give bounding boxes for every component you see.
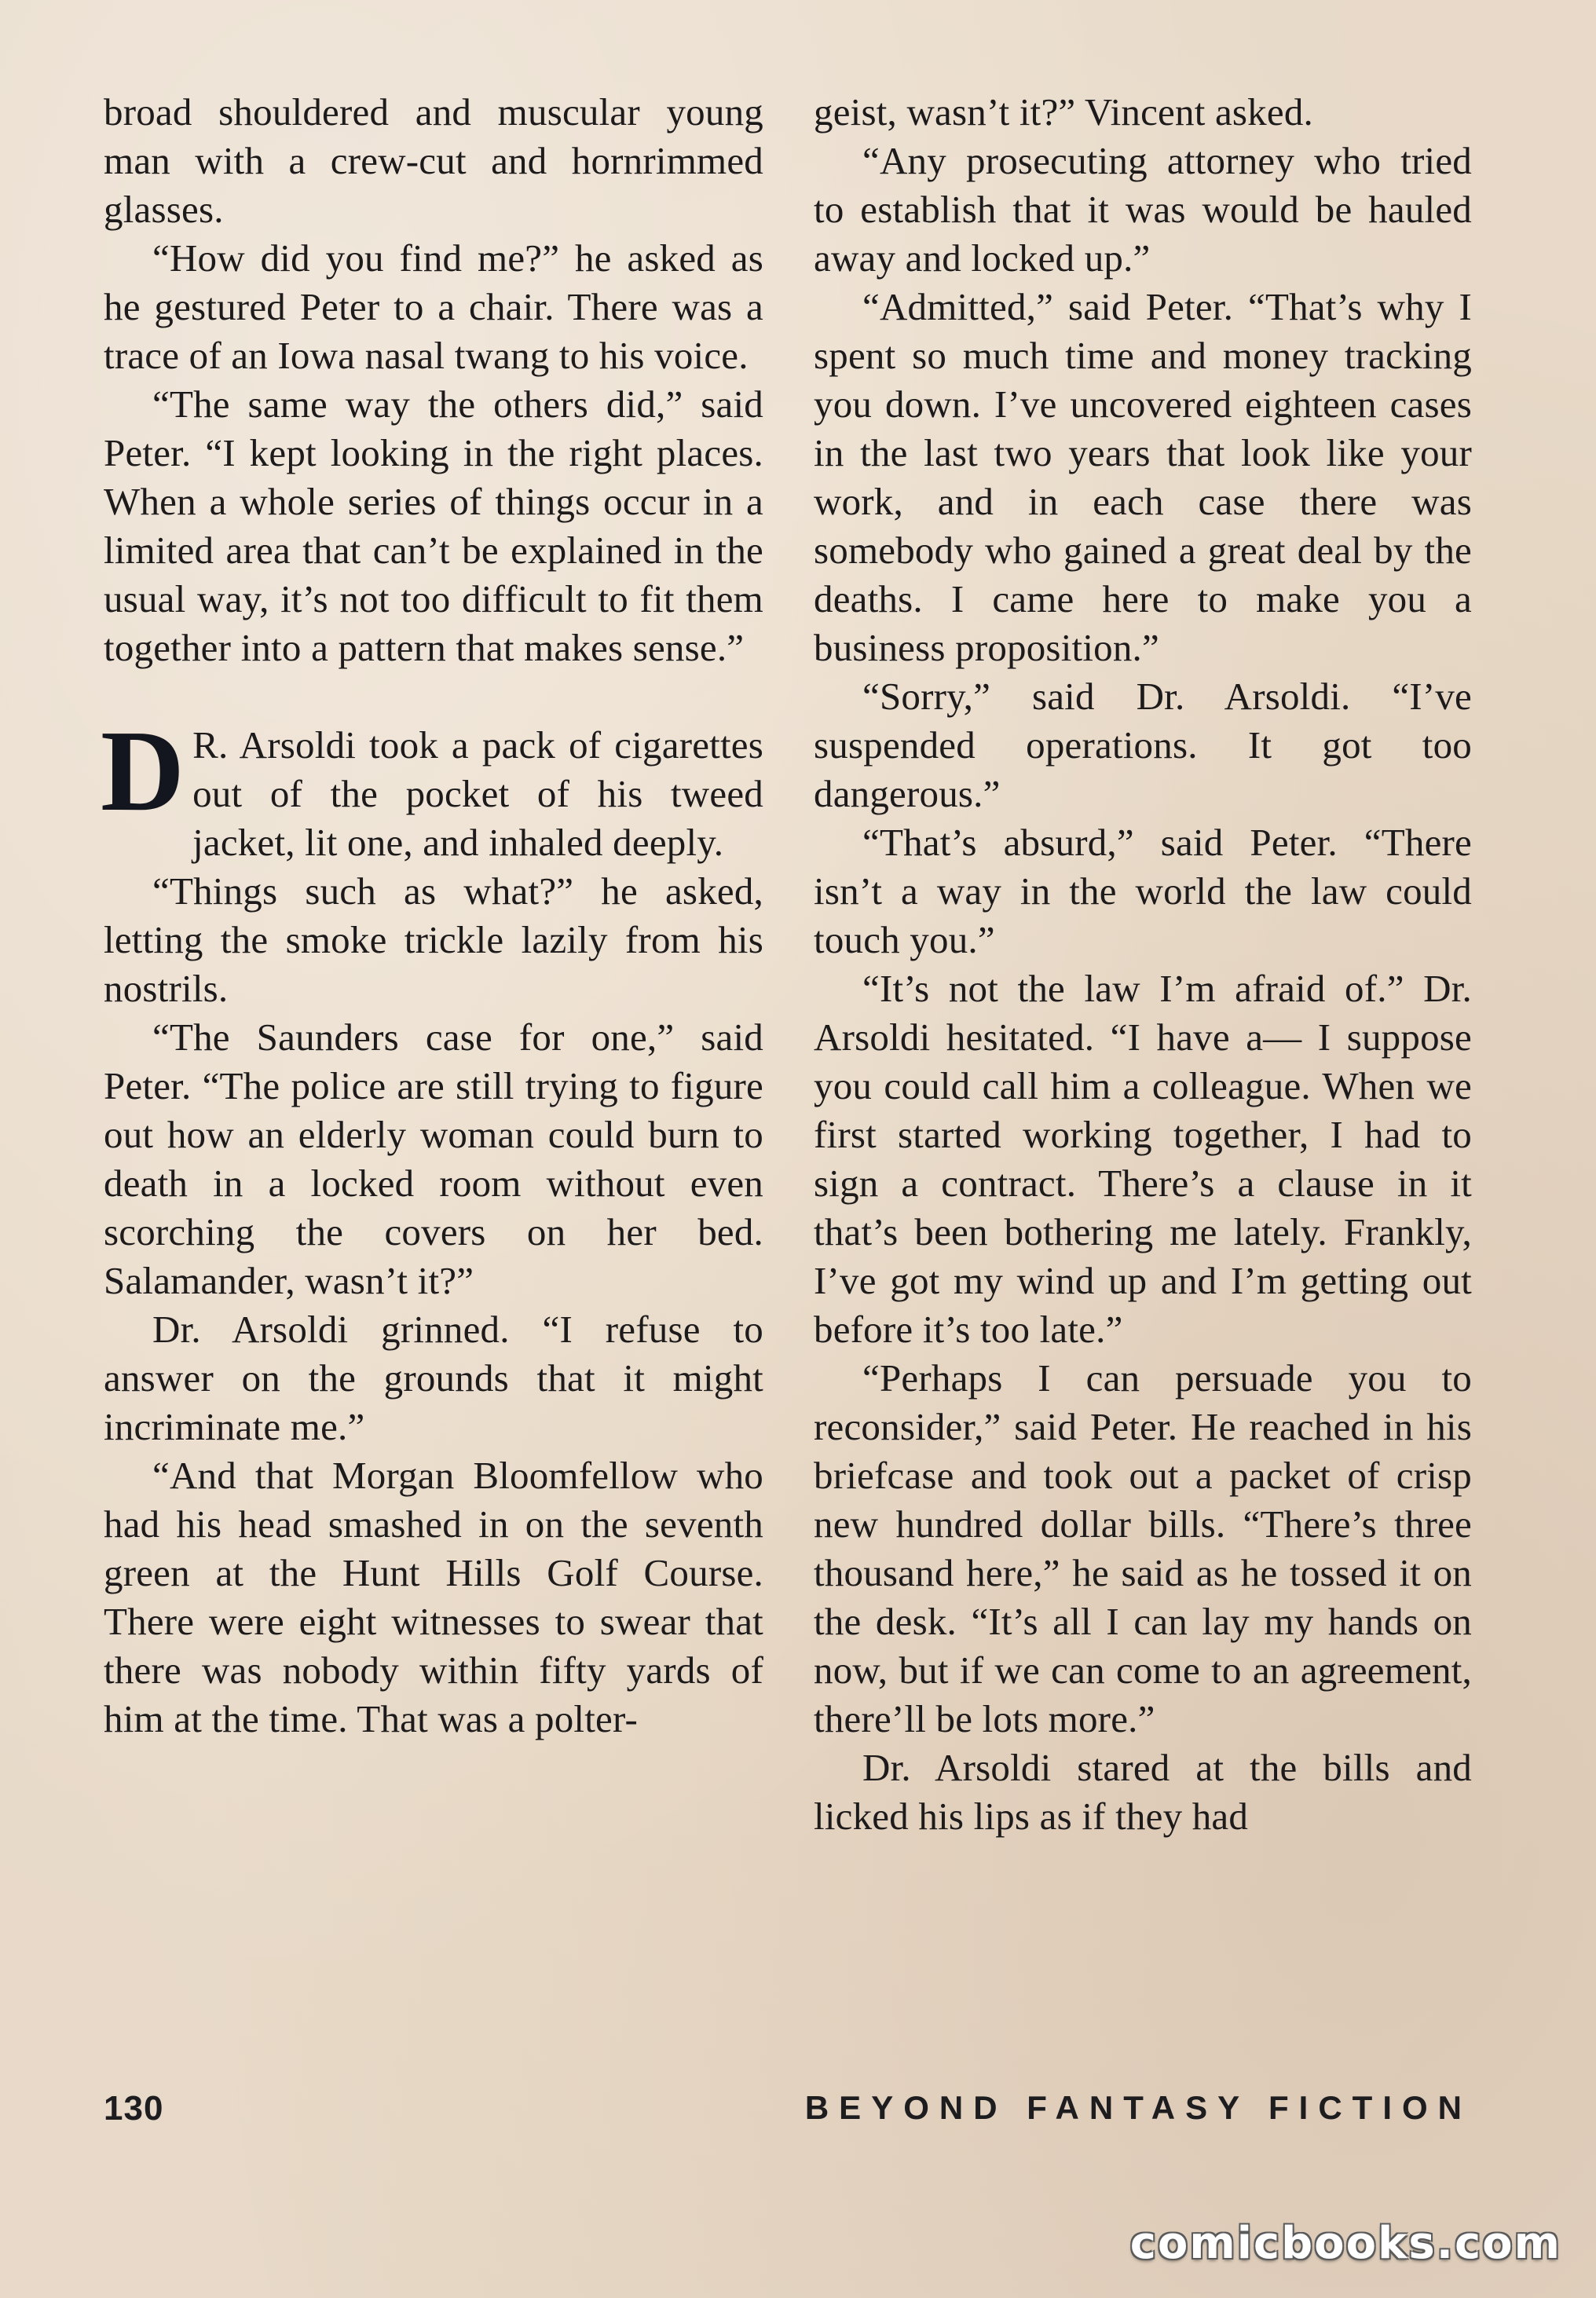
paragraph: “The Saunders case for one,” said Peter. “The police are still trying to figure out how an elderly woman could burn to death in a locked room without even scorching the covers on her bed. Salamander, wasn’t it?” — [104, 1015, 763, 1302]
paragraph: “Perhaps I can persuade you to reconsider,” said Peter. He reached in his briefcase and took out a packet of crisp new hundred dollar bills. “There’s three thousand here,” he said as he tossed it on the desk. “It’s all I can lay my hands on now, but if we can come to an agreement, there’ll be lots more.” — [814, 1356, 1472, 1740]
paragraph: “The same way the others did,” said Peter. “I kept looking in the right places. When a whole series of things occur in a limited area that can’t be explained in the usual way, it’s not too difficult to fit them together into a pattern that makes sense.” — [104, 382, 763, 669]
page-footer — [104, 2089, 1472, 2136]
paragraph: “How did you find me?” he asked as he gestured Peter to a chair. There was a trace of an Iowa nasal twang to his voice. — [104, 236, 763, 377]
drop-cap-paragraph — [101, 707, 763, 867]
paragraph: “It’s not the law I’m afraid of.” Dr. Arsoldi hesitated. “I have a— I suppose you could call him a colleague. When we first started working together, I had to sign a contract. There’s a clause in it that’s been bothering me lately. Frankly, I’ve got my wind up and I’m getting out before it’s too late.” — [814, 967, 1472, 1351]
paragraph: “That’s absurd,” said Peter. “There isn’t a way in the world the law could touch you.” — [814, 821, 1472, 961]
paragraph: geist, wasn’t it?” Vincent asked. — [814, 90, 1313, 134]
paragraph: Dr. Arsoldi stared at the bills and licked his lips as if they had — [814, 1746, 1472, 1838]
drop-cap: D — [101, 707, 185, 836]
magazine-title: BEYOND FANTASY FICTION — [804, 2089, 1472, 2126]
paragraph-text: R. Arsoldi took a pack of cigarettes out of the pocket of his tweed jacket, lit one, and inhaled deeply. — [192, 723, 763, 864]
page-number: 130 — [104, 2089, 164, 2128]
paragraph: “Admitted,” said Peter. “That’s why I spent so much time and money tracking you down. I’ve uncovered eighteen cases in the last two years that look like your work, and in each case there was somebody who gained a great deal by the deaths. I came here to make you a business proposition.” — [814, 285, 1472, 669]
paragraph: broad shouldered and muscular young man with a crew-cut and hornrimmed glasses. — [104, 90, 763, 231]
watermark: comicbooks.com — [1129, 2218, 1561, 2269]
left-column — [101, 88, 763, 1744]
paragraph: “Any prosecuting attorney who tried to establish that it was would be hauled away and locked up.” — [814, 139, 1472, 280]
paragraph: Dr. Arsoldi grinned. “I refuse to answer on the grounds that it might incriminate me.” — [104, 1308, 763, 1448]
paragraph: “Sorry,” said Dr. Arsoldi. “I’ve suspended operations. It got too dangerous.” — [814, 675, 1472, 815]
right-column — [814, 88, 1472, 1841]
paragraph: “And that Morgan Bloomfellow who had his head smashed in on the seventh green at the Hunt Hills Golf Course. There were eight witnesses to swear that there was nobody within fifty yards of him at the time. That was a polter- — [104, 1454, 763, 1740]
paragraph: “Things such as what?” he asked, letting the smoke trickle lazily from his nostrils. — [104, 869, 763, 1010]
